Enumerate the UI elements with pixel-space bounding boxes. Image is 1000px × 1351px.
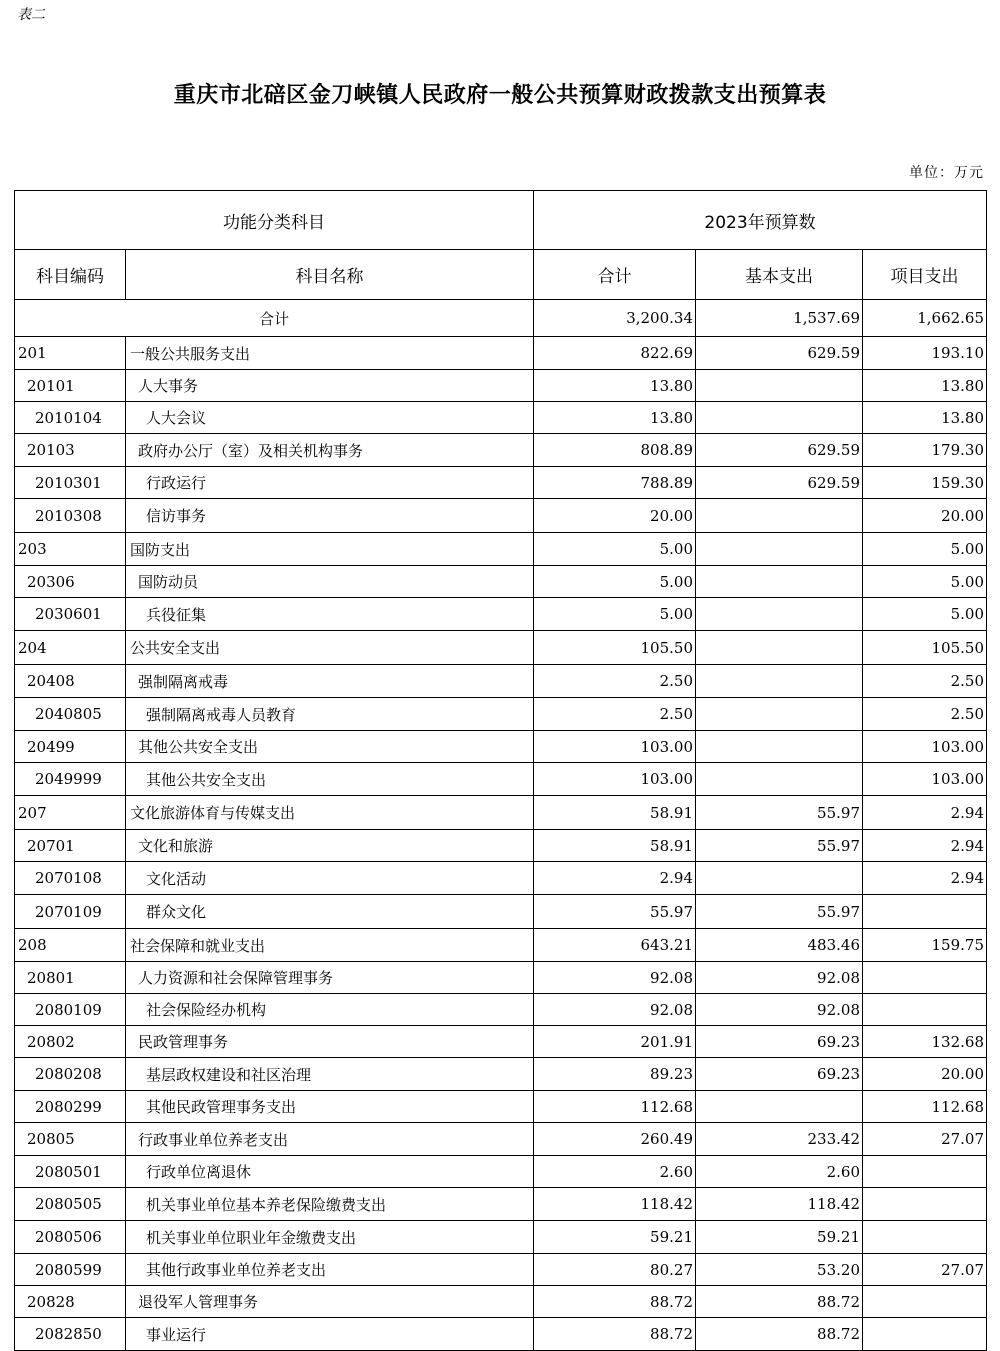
row-subject-code: 2080109 bbox=[15, 994, 126, 1026]
row-basic-expenditure: 92.08 bbox=[696, 994, 863, 1026]
row-subject-name: 信访事务 bbox=[126, 499, 534, 533]
row-project-expenditure: 193.10 bbox=[863, 337, 987, 370]
row-basic-expenditure bbox=[696, 499, 863, 533]
row-subject-name: 文化旅游体育与传媒支出 bbox=[126, 796, 534, 830]
row-basic-expenditure: 59.21 bbox=[696, 1221, 863, 1254]
row-basic-expenditure: 88.72 bbox=[696, 1286, 863, 1318]
table-row bbox=[15, 1091, 987, 1123]
table-row bbox=[15, 895, 987, 929]
row-project-expenditure: 20.00 bbox=[863, 1058, 987, 1091]
row-subject-name: 群众文化 bbox=[126, 895, 534, 929]
row-subject-code: 201 bbox=[15, 337, 126, 370]
row-subject-code: 2010104 bbox=[15, 402, 126, 434]
row-subject-name: 行政事业单位养老支出 bbox=[126, 1123, 534, 1156]
row-subject-code: 2080599 bbox=[15, 1254, 126, 1286]
row-total: 822.69 bbox=[534, 337, 696, 370]
row-subject-name: 民政管理事务 bbox=[126, 1026, 534, 1058]
row-total: 58.91 bbox=[534, 830, 696, 862]
table-row bbox=[15, 434, 987, 467]
row-project-expenditure: 159.30 bbox=[863, 467, 987, 499]
table-row bbox=[15, 1188, 987, 1221]
table-row bbox=[15, 830, 987, 862]
row-basic-expenditure: 88.72 bbox=[696, 1318, 863, 1351]
row-subject-code: 2080501 bbox=[15, 1156, 126, 1188]
table-number-label: 表二 bbox=[17, 7, 45, 23]
row-subject-code: 207 bbox=[15, 796, 126, 830]
row-basic-expenditure: 629.59 bbox=[696, 434, 863, 467]
row-subject-name: 国防支出 bbox=[126, 533, 534, 566]
row-total: 643.21 bbox=[534, 929, 696, 962]
table-row bbox=[15, 731, 987, 763]
row-project-expenditure: 20.00 bbox=[863, 499, 987, 533]
row-project-expenditure bbox=[863, 994, 987, 1026]
table-row bbox=[15, 467, 987, 499]
row-basic-expenditure: 483.46 bbox=[696, 929, 863, 962]
table-row bbox=[15, 1254, 987, 1286]
row-subject-name: 兵役征集 bbox=[126, 598, 534, 631]
header-basic-expenditure: 基本支出 bbox=[696, 250, 863, 300]
row-project-expenditure: 179.30 bbox=[863, 434, 987, 467]
row-total: 103.00 bbox=[534, 763, 696, 796]
row-subject-name: 其他民政管理事务支出 bbox=[126, 1091, 534, 1123]
header-total: 合计 bbox=[534, 250, 696, 300]
row-subject-name: 机关事业单位基本养老保险缴费支出 bbox=[126, 1188, 534, 1221]
row-basic-expenditure: 55.97 bbox=[696, 895, 863, 929]
row-project-expenditure: 27.07 bbox=[863, 1254, 987, 1286]
row-basic-expenditure bbox=[696, 1091, 863, 1123]
row-basic-expenditure: 55.97 bbox=[696, 830, 863, 862]
row-subject-code: 2070108 bbox=[15, 862, 126, 895]
row-basic-expenditure bbox=[696, 731, 863, 763]
row-project-expenditure: 2.50 bbox=[863, 665, 987, 698]
table-row bbox=[15, 1318, 987, 1351]
row-project-expenditure: 2.50 bbox=[863, 698, 987, 731]
total-row bbox=[15, 300, 987, 337]
table-row bbox=[15, 862, 987, 895]
row-total: 13.80 bbox=[534, 370, 696, 402]
header-functional-classification: 功能分类科目 bbox=[15, 191, 534, 250]
total-row-label: 合计 bbox=[15, 300, 534, 337]
row-total: 103.00 bbox=[534, 731, 696, 763]
row-subject-name: 其他公共安全支出 bbox=[126, 731, 534, 763]
row-basic-expenditure: 69.23 bbox=[696, 1058, 863, 1091]
row-subject-code: 20408 bbox=[15, 665, 126, 698]
table-row bbox=[15, 1058, 987, 1091]
row-subject-name: 行政运行 bbox=[126, 467, 534, 499]
row-total: 788.89 bbox=[534, 467, 696, 499]
row-subject-code: 20801 bbox=[15, 962, 126, 994]
row-basic-expenditure bbox=[696, 665, 863, 698]
total-row-basic: 1,537.69 bbox=[696, 300, 863, 337]
row-subject-name: 人力资源和社会保障管理事务 bbox=[126, 962, 534, 994]
table-row bbox=[15, 631, 987, 665]
row-basic-expenditure: 53.20 bbox=[696, 1254, 863, 1286]
row-project-expenditure bbox=[863, 1156, 987, 1188]
row-basic-expenditure bbox=[696, 698, 863, 731]
row-total: 88.72 bbox=[534, 1318, 696, 1351]
row-project-expenditure: 13.80 bbox=[863, 402, 987, 434]
row-subject-name: 公共安全支出 bbox=[126, 631, 534, 665]
row-basic-expenditure: 118.42 bbox=[696, 1188, 863, 1221]
row-subject-code: 2070109 bbox=[15, 895, 126, 929]
row-project-expenditure: 103.00 bbox=[863, 763, 987, 796]
row-project-expenditure bbox=[863, 1188, 987, 1221]
row-subject-code: 20101 bbox=[15, 370, 126, 402]
row-subject-code: 20499 bbox=[15, 731, 126, 763]
budget-table bbox=[14, 190, 987, 1351]
row-subject-code: 2080208 bbox=[15, 1058, 126, 1091]
row-basic-expenditure: 629.59 bbox=[696, 337, 863, 370]
header-subject-code: 科目编码 bbox=[15, 250, 126, 300]
row-subject-name: 文化和旅游 bbox=[126, 830, 534, 862]
total-row-project: 1,662.65 bbox=[863, 300, 987, 337]
row-subject-name: 一般公共服务支出 bbox=[126, 337, 534, 370]
row-basic-expenditure: 92.08 bbox=[696, 962, 863, 994]
row-project-expenditure: 5.00 bbox=[863, 533, 987, 566]
table-row bbox=[15, 994, 987, 1026]
row-total: 20.00 bbox=[534, 499, 696, 533]
row-subject-name: 人大事务 bbox=[126, 370, 534, 402]
row-project-expenditure: 132.68 bbox=[863, 1026, 987, 1058]
row-total: 92.08 bbox=[534, 994, 696, 1026]
row-basic-expenditure: 629.59 bbox=[696, 467, 863, 499]
row-total: 55.97 bbox=[534, 895, 696, 929]
row-total: 2.94 bbox=[534, 862, 696, 895]
row-subject-code: 2049999 bbox=[15, 763, 126, 796]
row-subject-code: 2010301 bbox=[15, 467, 126, 499]
row-total: 2.50 bbox=[534, 665, 696, 698]
row-project-expenditure: 2.94 bbox=[863, 796, 987, 830]
row-project-expenditure bbox=[863, 1286, 987, 1318]
row-total: 92.08 bbox=[534, 962, 696, 994]
row-subject-code: 2040805 bbox=[15, 698, 126, 731]
row-basic-expenditure bbox=[696, 763, 863, 796]
row-subject-code: 2080299 bbox=[15, 1091, 126, 1123]
row-basic-expenditure: 55.97 bbox=[696, 796, 863, 830]
header-subject-name: 科目名称 bbox=[126, 250, 534, 300]
table-row bbox=[15, 1123, 987, 1156]
row-total: 5.00 bbox=[534, 566, 696, 598]
table-row bbox=[15, 929, 987, 962]
row-basic-expenditure bbox=[696, 402, 863, 434]
row-subject-name: 机关事业单位职业年金缴费支出 bbox=[126, 1221, 534, 1254]
row-subject-code: 20828 bbox=[15, 1286, 126, 1318]
row-total: 118.42 bbox=[534, 1188, 696, 1221]
row-total: 112.68 bbox=[534, 1091, 696, 1123]
table-row bbox=[15, 566, 987, 598]
row-subject-name: 事业运行 bbox=[126, 1318, 534, 1351]
header-project-expenditure: 项目支出 bbox=[863, 250, 987, 300]
row-subject-code: 2030601 bbox=[15, 598, 126, 631]
total-row-total: 3,200.34 bbox=[534, 300, 696, 337]
header-budget-2023: 2023年预算数 bbox=[534, 191, 987, 250]
row-project-expenditure bbox=[863, 1221, 987, 1254]
row-subject-code: 20805 bbox=[15, 1123, 126, 1156]
row-subject-name: 政府办公厅（室）及相关机构事务 bbox=[126, 434, 534, 467]
row-subject-code: 20306 bbox=[15, 566, 126, 598]
row-project-expenditure bbox=[863, 1318, 987, 1351]
row-subject-name: 社会保险经办机构 bbox=[126, 994, 534, 1026]
row-project-expenditure: 5.00 bbox=[863, 598, 987, 631]
table-row bbox=[15, 796, 987, 830]
table-row bbox=[15, 698, 987, 731]
row-total: 5.00 bbox=[534, 598, 696, 631]
row-basic-expenditure: 69.23 bbox=[696, 1026, 863, 1058]
row-project-expenditure bbox=[863, 895, 987, 929]
table-row bbox=[15, 1026, 987, 1058]
row-total: 58.91 bbox=[534, 796, 696, 830]
row-basic-expenditure bbox=[696, 598, 863, 631]
row-total: 59.21 bbox=[534, 1221, 696, 1254]
table-row bbox=[15, 370, 987, 402]
table-row bbox=[15, 665, 987, 698]
row-project-expenditure: 2.94 bbox=[863, 830, 987, 862]
row-subject-code: 20701 bbox=[15, 830, 126, 862]
row-basic-expenditure: 2.60 bbox=[696, 1156, 863, 1188]
row-project-expenditure: 112.68 bbox=[863, 1091, 987, 1123]
table-row bbox=[15, 337, 987, 370]
row-total: 260.49 bbox=[534, 1123, 696, 1156]
row-total: 13.80 bbox=[534, 402, 696, 434]
row-total: 80.27 bbox=[534, 1254, 696, 1286]
row-project-expenditure: 105.50 bbox=[863, 631, 987, 665]
row-total: 2.60 bbox=[534, 1156, 696, 1188]
row-basic-expenditure bbox=[696, 631, 863, 665]
table-row bbox=[15, 533, 987, 566]
row-project-expenditure: 159.75 bbox=[863, 929, 987, 962]
table-row bbox=[15, 499, 987, 533]
row-subject-code: 204 bbox=[15, 631, 126, 665]
row-subject-code: 20103 bbox=[15, 434, 126, 467]
row-subject-name: 强制隔离戒毒人员教育 bbox=[126, 698, 534, 731]
row-total: 89.23 bbox=[534, 1058, 696, 1091]
row-subject-code: 2082850 bbox=[15, 1318, 126, 1351]
row-total: 2.50 bbox=[534, 698, 696, 731]
row-subject-name: 强制隔离戒毒 bbox=[126, 665, 534, 698]
row-basic-expenditure: 233.42 bbox=[696, 1123, 863, 1156]
row-basic-expenditure bbox=[696, 370, 863, 402]
row-total: 88.72 bbox=[534, 1286, 696, 1318]
table-row bbox=[15, 763, 987, 796]
table-row bbox=[15, 1156, 987, 1188]
row-total: 5.00 bbox=[534, 533, 696, 566]
row-project-expenditure: 2.94 bbox=[863, 862, 987, 895]
row-basic-expenditure bbox=[696, 533, 863, 566]
row-subject-code: 2080506 bbox=[15, 1221, 126, 1254]
row-subject-name: 社会保障和就业支出 bbox=[126, 929, 534, 962]
row-total: 201.91 bbox=[534, 1026, 696, 1058]
row-project-expenditure: 103.00 bbox=[863, 731, 987, 763]
page-title: 重庆市北碚区金刀峡镇人民政府一般公共预算财政拨款支出预算表 bbox=[173, 83, 827, 108]
row-subject-code: 2010308 bbox=[15, 499, 126, 533]
row-basic-expenditure bbox=[696, 862, 863, 895]
table-row bbox=[15, 402, 987, 434]
row-subject-code: 20802 bbox=[15, 1026, 126, 1058]
unit-label: 单位：万元 bbox=[909, 165, 984, 181]
row-subject-name: 退役军人管理事务 bbox=[126, 1286, 534, 1318]
row-total: 105.50 bbox=[534, 631, 696, 665]
table-row bbox=[15, 598, 987, 631]
row-subject-name: 人大会议 bbox=[126, 402, 534, 434]
row-subject-name: 国防动员 bbox=[126, 566, 534, 598]
row-subject-name: 基层政权建设和社区治理 bbox=[126, 1058, 534, 1091]
row-subject-name: 文化活动 bbox=[126, 862, 534, 895]
row-total: 808.89 bbox=[534, 434, 696, 467]
row-project-expenditure bbox=[863, 962, 987, 994]
row-project-expenditure: 13.80 bbox=[863, 370, 987, 402]
table-row bbox=[15, 1221, 987, 1254]
row-subject-code: 208 bbox=[15, 929, 126, 962]
table-row bbox=[15, 962, 987, 994]
row-subject-code: 2080505 bbox=[15, 1188, 126, 1221]
table-row bbox=[15, 1286, 987, 1318]
row-subject-name: 其他行政事业单位养老支出 bbox=[126, 1254, 534, 1286]
row-subject-name: 行政单位离退休 bbox=[126, 1156, 534, 1188]
row-basic-expenditure bbox=[696, 566, 863, 598]
row-project-expenditure: 27.07 bbox=[863, 1123, 987, 1156]
row-subject-name: 其他公共安全支出 bbox=[126, 763, 534, 796]
row-project-expenditure: 5.00 bbox=[863, 566, 987, 598]
row-subject-code: 203 bbox=[15, 533, 126, 566]
